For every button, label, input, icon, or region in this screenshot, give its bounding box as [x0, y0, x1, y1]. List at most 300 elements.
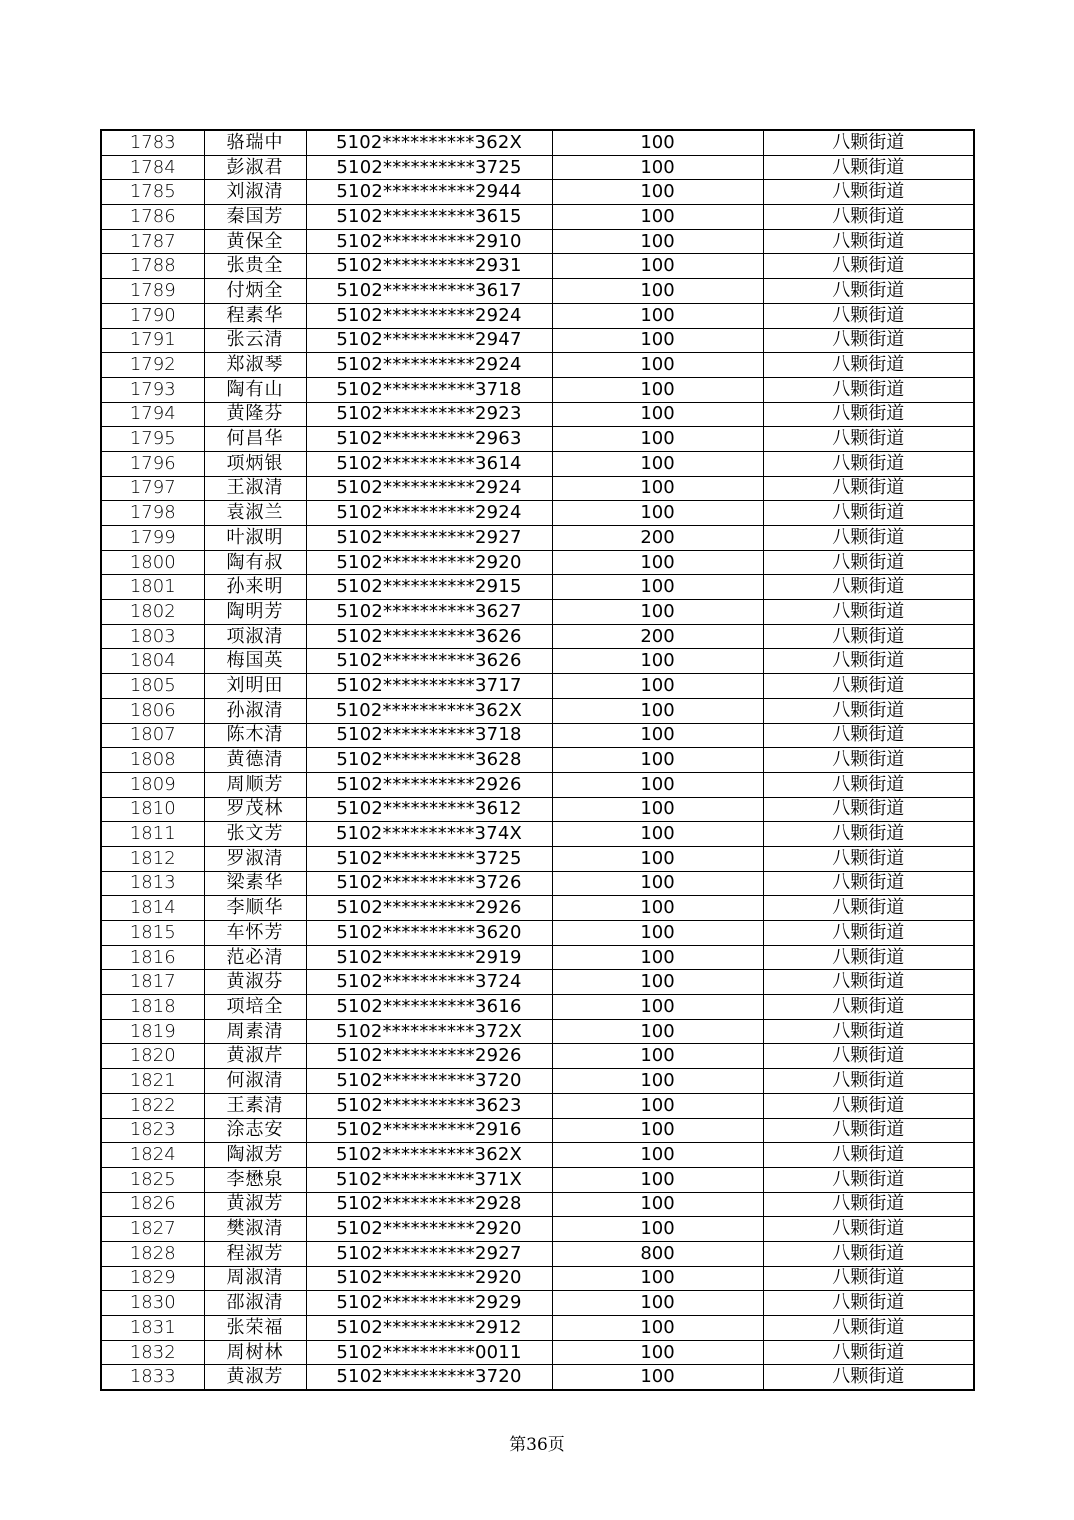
name-cell: 何淑清 — [204, 1069, 306, 1094]
table-row — [101, 1118, 974, 1143]
table-row — [101, 600, 974, 625]
amount-cell: 800 — [552, 1241, 763, 1266]
street-cell: 八颗街道 — [763, 575, 974, 600]
id-number-cell: 5102**********3718 — [306, 377, 552, 402]
street-cell: 八颗街道 — [763, 501, 974, 526]
serial-number-cell: 1800 — [101, 550, 204, 575]
name-cell: 陶明芳 — [204, 600, 306, 625]
name-cell: 周淑清 — [204, 1266, 306, 1291]
table-row — [101, 945, 974, 970]
table-row — [101, 921, 974, 946]
name-cell: 张贵全 — [204, 254, 306, 279]
name-cell: 陈木清 — [204, 723, 306, 748]
street-cell: 八颗街道 — [763, 1241, 974, 1266]
amount-cell: 100 — [552, 1192, 763, 1217]
table-row — [101, 1093, 974, 1118]
amount-cell: 100 — [552, 155, 763, 180]
name-cell: 孙来明 — [204, 575, 306, 600]
amount-cell: 100 — [552, 254, 763, 279]
street-cell: 八颗街道 — [763, 1167, 974, 1192]
street-cell: 八颗街道 — [763, 155, 974, 180]
street-cell: 八颗街道 — [763, 550, 974, 575]
id-number-cell: 5102**********2926 — [306, 772, 552, 797]
id-number-cell: 5102**********3718 — [306, 723, 552, 748]
id-number-cell: 5102**********3726 — [306, 871, 552, 896]
id-number-cell: 5102**********3724 — [306, 970, 552, 995]
street-cell: 八颗街道 — [763, 254, 974, 279]
street-cell: 八颗街道 — [763, 624, 974, 649]
street-cell: 八颗街道 — [763, 427, 974, 452]
name-cell: 黄隆芬 — [204, 402, 306, 427]
amount-cell: 100 — [552, 377, 763, 402]
serial-number-cell: 1797 — [101, 476, 204, 501]
id-number-cell: 5102**********3725 — [306, 846, 552, 871]
serial-number-cell: 1811 — [101, 822, 204, 847]
id-number-cell: 5102**********3720 — [306, 1365, 552, 1390]
table-row — [101, 1167, 974, 1192]
street-cell: 八颗街道 — [763, 1118, 974, 1143]
name-cell: 项淑清 — [204, 624, 306, 649]
serial-number-cell: 1794 — [101, 402, 204, 427]
name-cell: 黄保全 — [204, 229, 306, 254]
serial-number-cell: 1801 — [101, 575, 204, 600]
street-cell: 八颗街道 — [763, 921, 974, 946]
id-number-cell: 5102**********2924 — [306, 501, 552, 526]
street-cell: 八颗街道 — [763, 970, 974, 995]
serial-number-cell: 1788 — [101, 254, 204, 279]
street-cell: 八颗街道 — [763, 476, 974, 501]
amount-cell: 100 — [552, 945, 763, 970]
page-number: 第36页 — [509, 1435, 565, 1455]
table-row — [101, 279, 974, 304]
street-cell: 八颗街道 — [763, 1069, 974, 1094]
table-row — [101, 526, 974, 551]
name-cell: 项培全 — [204, 995, 306, 1020]
amount-cell: 100 — [552, 772, 763, 797]
id-number-cell: 5102**********2947 — [306, 328, 552, 353]
serial-number-cell: 1812 — [101, 846, 204, 871]
id-number-cell: 5102**********3614 — [306, 451, 552, 476]
amount-cell: 100 — [552, 822, 763, 847]
table-row — [101, 797, 974, 822]
id-number-cell: 5102**********372X — [306, 1019, 552, 1044]
table-row — [101, 353, 974, 378]
name-cell: 黄德清 — [204, 748, 306, 773]
table-row — [101, 698, 974, 723]
amount-cell: 100 — [552, 797, 763, 822]
amount-cell: 100 — [552, 723, 763, 748]
amount-cell: 100 — [552, 328, 763, 353]
name-cell: 梅国英 — [204, 649, 306, 674]
serial-number-cell: 1814 — [101, 896, 204, 921]
serial-number-cell: 1826 — [101, 1192, 204, 1217]
amount-cell: 100 — [552, 1069, 763, 1094]
name-cell: 张荣福 — [204, 1316, 306, 1341]
table-row — [101, 1365, 974, 1390]
id-number-cell: 5102**********2963 — [306, 427, 552, 452]
street-cell: 八颗街道 — [763, 772, 974, 797]
name-cell: 车怀芳 — [204, 921, 306, 946]
name-cell: 孙淑清 — [204, 698, 306, 723]
name-cell: 范必清 — [204, 945, 306, 970]
serial-number-cell: 1796 — [101, 451, 204, 476]
id-number-cell: 5102**********2920 — [306, 1266, 552, 1291]
amount-cell: 100 — [552, 871, 763, 896]
table-row — [101, 575, 974, 600]
street-cell: 八颗街道 — [763, 279, 974, 304]
id-number-cell: 5102**********2924 — [306, 476, 552, 501]
serial-number-cell: 1804 — [101, 649, 204, 674]
amount-cell: 100 — [552, 402, 763, 427]
name-cell: 何昌华 — [204, 427, 306, 452]
street-cell: 八颗街道 — [763, 402, 974, 427]
serial-number-cell: 1829 — [101, 1266, 204, 1291]
street-cell: 八颗街道 — [763, 1143, 974, 1168]
amount-cell: 100 — [552, 229, 763, 254]
street-cell: 八颗街道 — [763, 353, 974, 378]
table-row — [101, 1069, 974, 1094]
amount-cell: 100 — [552, 130, 763, 155]
table-row — [101, 180, 974, 205]
serial-number-cell: 1815 — [101, 921, 204, 946]
amount-cell: 100 — [552, 550, 763, 575]
name-cell: 黄淑芬 — [204, 970, 306, 995]
amount-cell: 100 — [552, 846, 763, 871]
table-row — [101, 772, 974, 797]
table-row — [101, 1266, 974, 1291]
amount-cell: 100 — [552, 600, 763, 625]
serial-number-cell: 1830 — [101, 1291, 204, 1316]
amount-cell: 100 — [552, 1266, 763, 1291]
amount-cell: 100 — [552, 1217, 763, 1242]
id-number-cell: 5102**********3623 — [306, 1093, 552, 1118]
amount-cell: 100 — [552, 1093, 763, 1118]
street-cell: 八颗街道 — [763, 1316, 974, 1341]
amount-cell: 100 — [552, 698, 763, 723]
id-number-cell: 5102**********2926 — [306, 896, 552, 921]
id-number-cell: 5102**********3615 — [306, 205, 552, 230]
serial-number-cell: 1789 — [101, 279, 204, 304]
id-number-cell: 5102**********2924 — [306, 303, 552, 328]
amount-cell: 100 — [552, 451, 763, 476]
id-number-cell: 5102**********362X — [306, 1143, 552, 1168]
name-cell: 梁素华 — [204, 871, 306, 896]
serial-number-cell: 1821 — [101, 1069, 204, 1094]
amount-cell: 100 — [552, 303, 763, 328]
name-cell: 程素华 — [204, 303, 306, 328]
street-cell: 八颗街道 — [763, 205, 974, 230]
serial-number-cell: 1825 — [101, 1167, 204, 1192]
name-cell: 樊淑清 — [204, 1217, 306, 1242]
table-row — [101, 328, 974, 353]
street-cell: 八颗街道 — [763, 649, 974, 674]
name-cell: 程淑芳 — [204, 1241, 306, 1266]
table-row — [101, 723, 974, 748]
street-cell: 八颗街道 — [763, 328, 974, 353]
street-cell: 八颗街道 — [763, 995, 974, 1020]
serial-number-cell: 1816 — [101, 945, 204, 970]
table-row — [101, 229, 974, 254]
name-cell: 王淑清 — [204, 476, 306, 501]
id-number-cell: 5102**********2927 — [306, 1241, 552, 1266]
amount-cell: 200 — [552, 624, 763, 649]
street-cell: 八颗街道 — [763, 1266, 974, 1291]
amount-cell: 100 — [552, 1316, 763, 1341]
amount-cell: 100 — [552, 649, 763, 674]
name-cell: 刘明田 — [204, 674, 306, 699]
id-number-cell: 5102**********2926 — [306, 1044, 552, 1069]
amount-cell: 100 — [552, 279, 763, 304]
id-number-cell: 5102**********2915 — [306, 575, 552, 600]
name-cell: 邵淑清 — [204, 1291, 306, 1316]
street-cell: 八颗街道 — [763, 896, 974, 921]
serial-number-cell: 1802 — [101, 600, 204, 625]
amount-cell: 100 — [552, 1291, 763, 1316]
amount-cell: 100 — [552, 501, 763, 526]
id-number-cell: 5102**********2931 — [306, 254, 552, 279]
table-row — [101, 846, 974, 871]
id-number-cell: 5102**********362X — [306, 698, 552, 723]
serial-number-cell: 1784 — [101, 155, 204, 180]
serial-number-cell: 1799 — [101, 526, 204, 551]
table-row — [101, 995, 974, 1020]
street-cell: 八颗街道 — [763, 1365, 974, 1390]
id-number-cell: 5102**********2919 — [306, 945, 552, 970]
amount-cell: 100 — [552, 180, 763, 205]
name-cell: 骆瑞中 — [204, 130, 306, 155]
serial-number-cell: 1832 — [101, 1340, 204, 1365]
table-row — [101, 822, 974, 847]
id-number-cell: 5102**********2923 — [306, 402, 552, 427]
amount-cell: 100 — [552, 1365, 763, 1390]
id-number-cell: 5102**********3725 — [306, 155, 552, 180]
amount-cell: 100 — [552, 970, 763, 995]
serial-number-cell: 1813 — [101, 871, 204, 896]
table-row — [101, 1316, 974, 1341]
street-cell: 八颗街道 — [763, 1044, 974, 1069]
serial-number-cell: 1805 — [101, 674, 204, 699]
id-number-cell: 5102**********2929 — [306, 1291, 552, 1316]
name-cell: 罗淑清 — [204, 846, 306, 871]
serial-number-cell: 1803 — [101, 624, 204, 649]
amount-cell: 100 — [552, 1118, 763, 1143]
serial-number-cell: 1795 — [101, 427, 204, 452]
table-row — [101, 1044, 974, 1069]
table-row — [101, 871, 974, 896]
id-number-cell: 5102**********2920 — [306, 1217, 552, 1242]
name-cell: 黄淑芹 — [204, 1044, 306, 1069]
street-cell: 八颗街道 — [763, 1192, 974, 1217]
amount-cell: 100 — [552, 1167, 763, 1192]
street-cell: 八颗街道 — [763, 797, 974, 822]
serial-number-cell: 1807 — [101, 723, 204, 748]
table-row — [101, 748, 974, 773]
table-row — [101, 476, 974, 501]
name-cell: 周树林 — [204, 1340, 306, 1365]
name-cell: 秦国芳 — [204, 205, 306, 230]
street-cell: 八颗街道 — [763, 229, 974, 254]
street-cell: 八颗街道 — [763, 303, 974, 328]
name-cell: 彭淑君 — [204, 155, 306, 180]
table-row — [101, 451, 974, 476]
id-number-cell: 5102**********3628 — [306, 748, 552, 773]
name-cell: 张文芳 — [204, 822, 306, 847]
street-cell: 八颗街道 — [763, 1291, 974, 1316]
amount-cell: 100 — [552, 476, 763, 501]
name-cell: 周素清 — [204, 1019, 306, 1044]
serial-number-cell: 1810 — [101, 797, 204, 822]
table-row — [101, 550, 974, 575]
table-row — [101, 402, 974, 427]
amount-cell: 100 — [552, 353, 763, 378]
name-cell: 李顺华 — [204, 896, 306, 921]
serial-number-cell: 1808 — [101, 748, 204, 773]
name-cell: 王素清 — [204, 1093, 306, 1118]
table-row — [101, 427, 974, 452]
serial-number-cell: 1809 — [101, 772, 204, 797]
id-number-cell: 5102**********3617 — [306, 279, 552, 304]
street-cell: 八颗街道 — [763, 451, 974, 476]
street-cell: 八颗街道 — [763, 723, 974, 748]
id-number-cell: 5102**********3626 — [306, 624, 552, 649]
id-number-cell: 5102**********3616 — [306, 995, 552, 1020]
serial-number-cell: 1806 — [101, 698, 204, 723]
street-cell: 八颗街道 — [763, 180, 974, 205]
table-row — [101, 1291, 974, 1316]
name-cell: 袁淑兰 — [204, 501, 306, 526]
serial-number-cell: 1817 — [101, 970, 204, 995]
table-row — [101, 674, 974, 699]
table-row — [101, 501, 974, 526]
serial-number-cell: 1824 — [101, 1143, 204, 1168]
table-row — [101, 970, 974, 995]
id-number-cell: 5102**********2910 — [306, 229, 552, 254]
id-number-cell: 5102**********2927 — [306, 526, 552, 551]
id-number-cell: 5102**********3612 — [306, 797, 552, 822]
street-cell: 八颗街道 — [763, 871, 974, 896]
street-cell: 八颗街道 — [763, 130, 974, 155]
id-number-cell: 5102**********362X — [306, 130, 552, 155]
table-row — [101, 896, 974, 921]
id-number-cell: 5102**********2920 — [306, 550, 552, 575]
street-cell: 八颗街道 — [763, 748, 974, 773]
serial-number-cell: 1792 — [101, 353, 204, 378]
serial-number-cell: 1791 — [101, 328, 204, 353]
name-cell: 涂志安 — [204, 1118, 306, 1143]
table-row — [101, 155, 974, 180]
name-cell: 郑淑琴 — [204, 353, 306, 378]
amount-cell: 200 — [552, 526, 763, 551]
street-cell: 八颗街道 — [763, 600, 974, 625]
serial-number-cell: 1798 — [101, 501, 204, 526]
name-cell: 黄淑芳 — [204, 1365, 306, 1390]
name-cell: 刘淑清 — [204, 180, 306, 205]
id-number-cell: 5102**********374X — [306, 822, 552, 847]
serial-number-cell: 1787 — [101, 229, 204, 254]
table-row — [101, 303, 974, 328]
name-cell: 叶淑明 — [204, 526, 306, 551]
name-cell: 付炳全 — [204, 279, 306, 304]
amount-cell: 100 — [552, 748, 763, 773]
table-row — [101, 1217, 974, 1242]
amount-cell: 100 — [552, 896, 763, 921]
id-number-cell: 5102**********2928 — [306, 1192, 552, 1217]
street-cell: 八颗街道 — [763, 1093, 974, 1118]
amount-cell: 100 — [552, 1044, 763, 1069]
table-row — [101, 1019, 974, 1044]
serial-number-cell: 1818 — [101, 995, 204, 1020]
name-cell: 陶有叔 — [204, 550, 306, 575]
street-cell: 八颗街道 — [763, 1217, 974, 1242]
id-number-cell: 5102**********2916 — [306, 1118, 552, 1143]
amount-cell: 100 — [552, 1143, 763, 1168]
id-number-cell: 5102**********3720 — [306, 1069, 552, 1094]
table-row — [101, 1192, 974, 1217]
table-row — [101, 624, 974, 649]
amount-cell: 100 — [552, 205, 763, 230]
serial-number-cell: 1833 — [101, 1365, 204, 1390]
name-cell: 张云清 — [204, 328, 306, 353]
id-number-cell: 5102**********371X — [306, 1167, 552, 1192]
street-cell: 八颗街道 — [763, 945, 974, 970]
street-cell: 八颗街道 — [763, 674, 974, 699]
table-row — [101, 1340, 974, 1365]
serial-number-cell: 1820 — [101, 1044, 204, 1069]
id-number-cell: 5102**********2944 — [306, 180, 552, 205]
street-cell: 八颗街道 — [763, 698, 974, 723]
amount-cell: 100 — [552, 1019, 763, 1044]
id-number-cell: 5102**********2912 — [306, 1316, 552, 1341]
table-row — [101, 649, 974, 674]
id-number-cell: 5102**********3626 — [306, 649, 552, 674]
name-cell: 陶淑芳 — [204, 1143, 306, 1168]
name-cell: 黄淑芳 — [204, 1192, 306, 1217]
name-cell: 罗茂林 — [204, 797, 306, 822]
serial-number-cell: 1786 — [101, 205, 204, 230]
name-cell: 李懋泉 — [204, 1167, 306, 1192]
name-cell: 周顺芳 — [204, 772, 306, 797]
table-row — [101, 205, 974, 230]
id-number-cell: 5102**********3620 — [306, 921, 552, 946]
serial-number-cell: 1827 — [101, 1217, 204, 1242]
serial-number-cell: 1828 — [101, 1241, 204, 1266]
street-cell: 八颗街道 — [763, 846, 974, 871]
amount-cell: 100 — [552, 1340, 763, 1365]
street-cell: 八颗街道 — [763, 822, 974, 847]
serial-number-cell: 1831 — [101, 1316, 204, 1341]
serial-number-cell: 1822 — [101, 1093, 204, 1118]
street-cell: 八颗街道 — [763, 1019, 974, 1044]
serial-number-cell: 1823 — [101, 1118, 204, 1143]
amount-cell: 100 — [552, 427, 763, 452]
table-row — [101, 1143, 974, 1168]
amount-cell: 100 — [552, 674, 763, 699]
table-row — [101, 377, 974, 402]
serial-number-cell: 1790 — [101, 303, 204, 328]
serial-number-cell: 1785 — [101, 180, 204, 205]
table-row — [101, 254, 974, 279]
street-cell: 八颗街道 — [763, 526, 974, 551]
id-number-cell: 5102**********3717 — [306, 674, 552, 699]
id-number-cell: 5102**********3627 — [306, 600, 552, 625]
serial-number-cell: 1783 — [101, 130, 204, 155]
roster-table-body — [101, 130, 974, 1390]
id-number-cell: 5102**********2924 — [306, 353, 552, 378]
street-cell: 八颗街道 — [763, 1340, 974, 1365]
amount-cell: 100 — [552, 995, 763, 1020]
amount-cell: 100 — [552, 575, 763, 600]
name-cell: 项炳银 — [204, 451, 306, 476]
